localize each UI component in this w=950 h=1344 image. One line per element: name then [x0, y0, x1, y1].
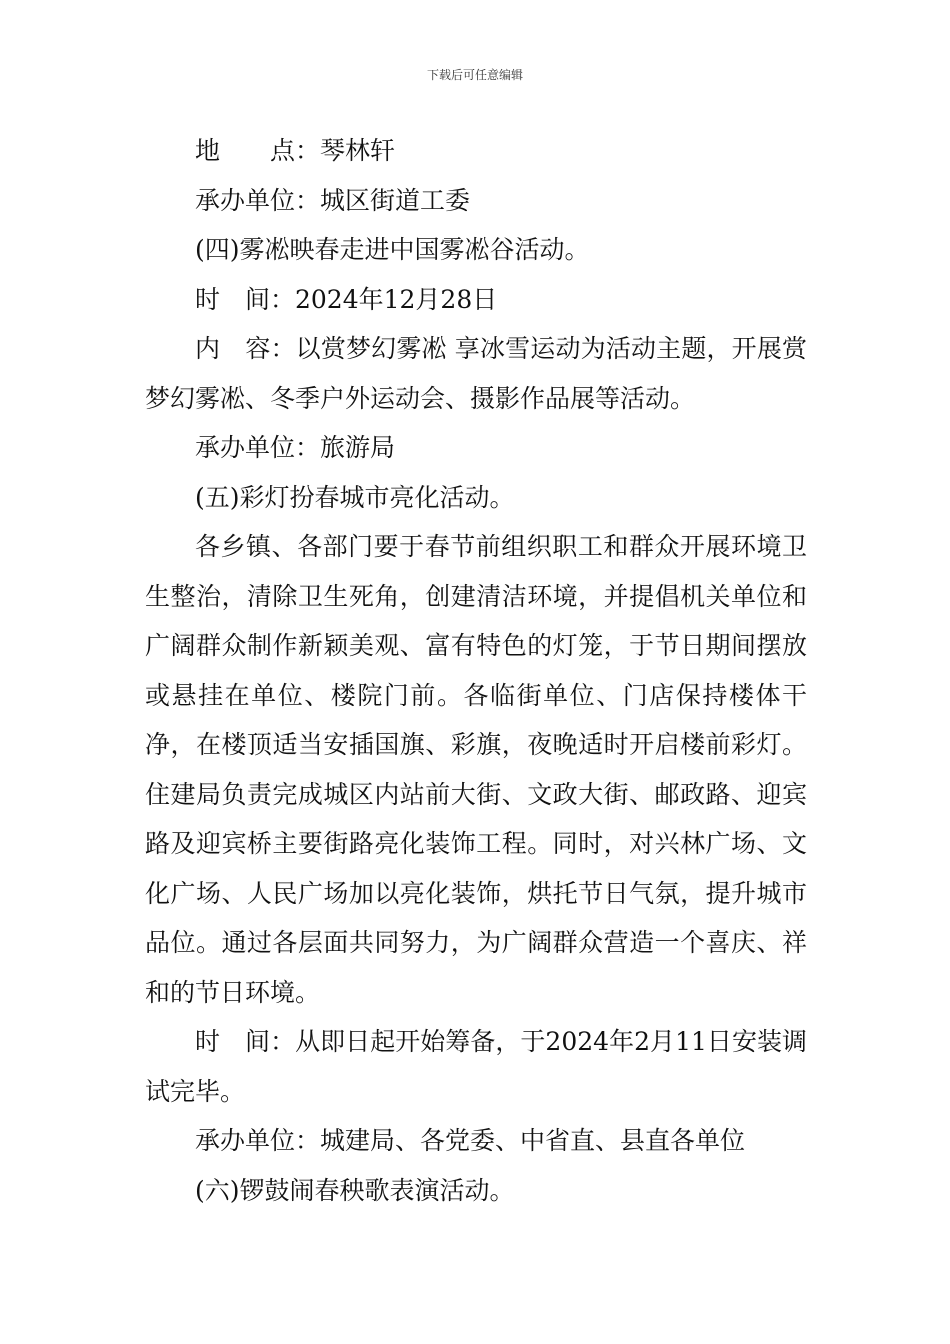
paragraph-section-5-title: (五)彩灯扮春城市亮化活动。 — [195, 482, 515, 512]
paragraph-section-4-title: (四)雾凇映春走进中国雾凇谷活动。 — [195, 235, 590, 264]
paragraph-time-2: 时 间：从即日起开始筹备，于2024年2月11日安装调试完毕。 — [145, 1027, 807, 1106]
paragraph-location: 地 点：琴林轩 — [195, 136, 396, 165]
paragraph-section-6-title: (六)锣鼓闹春秧歌表演活动。 — [195, 1175, 515, 1205]
paragraph-lighting-details: 各乡镇、各部门要于春节前组织职工和群众开展环境卫生整治，清除卫生死角，创建清洁环境，并提倡机关单位和广阔群众制作新颖美观、富有特色的灯笼，于节日期间摆放或悬挂在单位、楼院门前。各临街单位、门店保持楼体干净，在楼顶适当安插国旗、彩旗，夜晚适时开启楼前彩灯。住建局负责完成城区内站前大街、文政大街、邮政路、迎宾路及迎宾桥主要街路亮化装饰工程。同时，对兴林广场、文化广场、人民广场加以亮化装饰，烘托节日气氛，提升城市品位。通过各层面共同努力，为广阔群众营造一个喜庆、祥和的节日环境。 — [145, 532, 807, 1007]
paragraph-content: 内 容：以赏梦幻雾凇 享冰雪运动为活动主题，开展赏梦幻雾凇、冬季户外运动会、摄影作品展等活动。 — [145, 334, 807, 413]
document-body — [145, 126, 807, 1215]
paragraph-organizer-3: 承办单位：城建局、各党委、中省直、县直各单位 — [195, 1126, 746, 1155]
page-header-note: 下载后可任意编辑 — [426, 68, 523, 82]
paragraph-organizer-1: 承办单位：城区街道工委 — [195, 185, 471, 215]
paragraph-time-1: 时 间：2024年12月28日 — [195, 284, 498, 314]
paragraph-organizer-2: 承办单位：旅游局 — [195, 433, 396, 462]
